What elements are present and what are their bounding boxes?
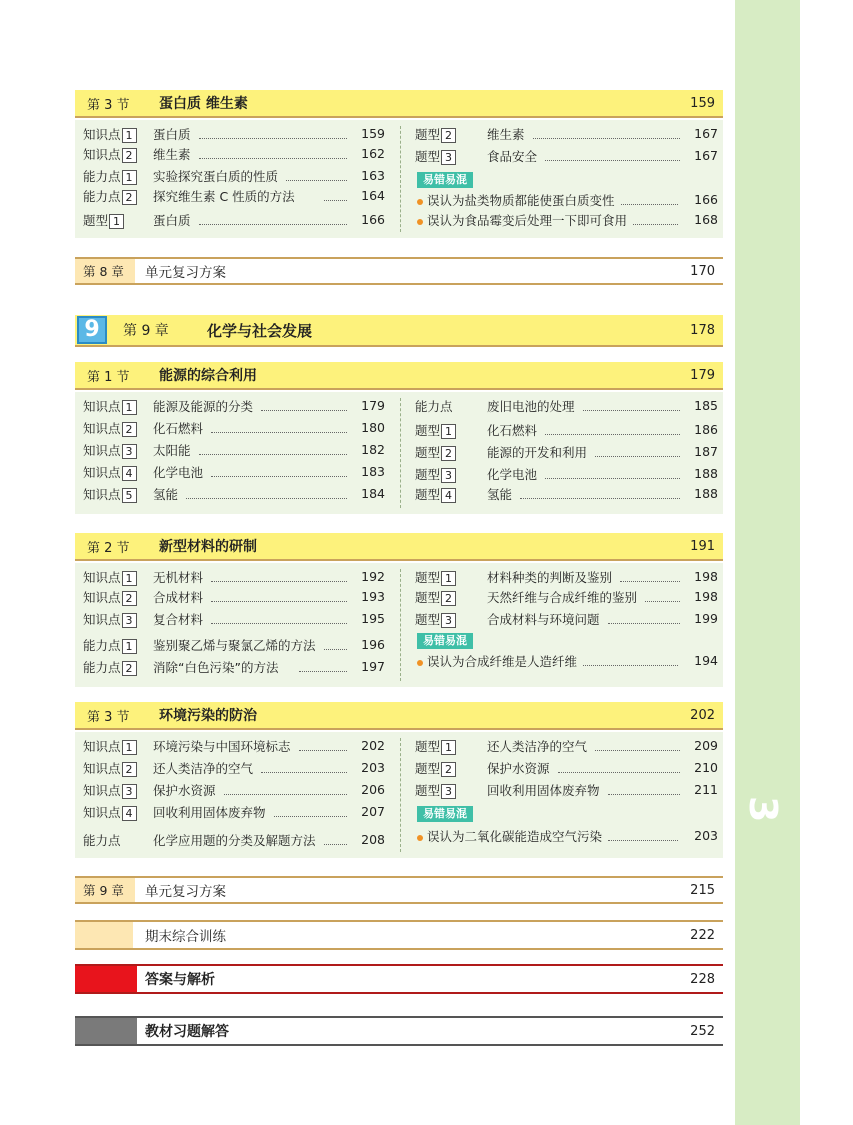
dot-leader: [211, 623, 347, 624]
entry-type: 题型: [415, 761, 441, 776]
entry-text: 实验探究蛋白质的性质: [153, 169, 279, 184]
entry-text: 材料种类的判断及鉴别: [487, 570, 613, 585]
page-number: 159: [690, 95, 715, 111]
toc-entry[interactable]: [415, 126, 458, 144]
entry-number: 3: [122, 784, 137, 799]
entry-number: 2: [122, 422, 137, 437]
answers-label-block: [75, 966, 137, 992]
dot-leader: [211, 432, 347, 433]
section-title: 新型材料的研制: [159, 539, 257, 555]
page-number: 178: [690, 322, 715, 338]
dot-leader: [545, 160, 680, 161]
bullet-icon: [417, 835, 423, 841]
toc-entry[interactable]: [83, 738, 139, 756]
entry-number: 1: [441, 571, 456, 586]
entry-text: 氢能: [153, 487, 179, 502]
dot-leader: [608, 840, 678, 841]
entry-page: 195: [361, 611, 385, 626]
dot-leader: [186, 498, 347, 499]
toc-entry[interactable]: [83, 637, 139, 655]
page-number: 179: [690, 367, 715, 383]
toc-entry[interactable]: [415, 422, 458, 440]
entry-page: 183: [361, 464, 385, 479]
section-header-9-1[interactable]: [75, 362, 723, 390]
entry-page: 167: [694, 148, 718, 163]
final-title: 期末综合训练: [145, 929, 226, 945]
page-number: 228: [690, 971, 715, 987]
error-prone-tag: 易错易混: [417, 633, 473, 649]
entry-page: 162: [361, 146, 385, 161]
entry-page: 203: [361, 760, 385, 775]
error-entry[interactable]: [417, 212, 627, 230]
error-entry[interactable]: [417, 828, 602, 846]
entry-number: 3: [441, 613, 456, 628]
entry-number: 1: [122, 170, 137, 185]
toc-entry[interactable]: [83, 611, 139, 629]
section-body-9-3: [75, 732, 723, 858]
chapter-title: 化学与社会发展: [207, 321, 313, 340]
entry-number: 1: [122, 639, 137, 654]
entry-text: 还人类洁净的空气: [487, 739, 588, 754]
entry-type: 题型: [415, 739, 441, 754]
entry-number: 1: [122, 571, 137, 586]
dot-leader: [261, 772, 347, 773]
entry-text: 能源的开发和利用: [487, 445, 588, 460]
entry-type: 能力点: [83, 169, 121, 184]
entry-type: 题型: [415, 783, 441, 798]
entry-type: 题型: [415, 445, 441, 460]
entry-text: 合成材料与环境问题: [487, 612, 600, 627]
entry-page: 182: [361, 442, 385, 457]
toc-entry[interactable]: [415, 738, 458, 756]
entry-page: 185: [694, 398, 718, 413]
section-label: 第 1 节: [75, 362, 145, 388]
entry-text: 化石燃料: [153, 421, 204, 436]
entry-number: 1: [441, 740, 456, 755]
entry-number: 2: [122, 661, 137, 676]
entry-type: 知识点: [83, 739, 121, 754]
entry-number: 4: [441, 488, 456, 503]
entry-page: 166: [694, 192, 718, 207]
toc-entry[interactable]: [415, 569, 458, 587]
toc-entry[interactable]: [83, 486, 139, 504]
entry-type: 题型: [415, 612, 441, 627]
entry-number: 2: [122, 148, 137, 163]
error-text: 误认为合成纤维是人造纤维: [427, 654, 578, 669]
chapter-label: 第 8 章: [75, 259, 135, 283]
entry-number: 2: [122, 762, 137, 777]
dot-leader: [199, 454, 348, 455]
entry-type: 能力点: [83, 833, 121, 848]
bullet-icon: [417, 660, 423, 666]
entry-text: 保护水资源: [153, 783, 216, 798]
section-header-9-3[interactable]: [75, 702, 723, 730]
toc-entry[interactable]: [83, 212, 126, 230]
entry-page: 211: [694, 782, 718, 797]
dot-leader: [520, 498, 680, 499]
toc-entry[interactable]: [83, 126, 139, 144]
page-number: 222: [690, 927, 715, 943]
entry-type: 能力点: [83, 638, 121, 653]
section-title: 能源的综合利用: [159, 368, 257, 384]
error-prone-tag: 易错易混: [417, 172, 473, 188]
entry-type: 能力点: [83, 660, 121, 675]
toc-entry[interactable]: [83, 569, 139, 587]
entry-page: 184: [361, 486, 385, 501]
entry-type: 知识点: [83, 487, 121, 502]
toc-entry[interactable]: [83, 760, 139, 778]
entry-page: 197: [361, 659, 385, 674]
entry-type: 题型: [83, 213, 109, 228]
dot-leader: [286, 180, 347, 181]
error-prone-tag: 易错易混: [417, 806, 473, 822]
entry-text: 维生素: [487, 127, 525, 142]
entry-number: 2: [441, 591, 456, 606]
entry-number: 1: [441, 424, 456, 439]
section-label: 第 2 节: [75, 533, 145, 559]
entry-page: 210: [694, 760, 718, 775]
section-body-9-2: [75, 563, 723, 687]
entry-page: 194: [694, 653, 718, 668]
entry-page: 208: [361, 832, 385, 847]
final-label-block: [75, 922, 133, 948]
dot-leader: [324, 844, 348, 845]
chapter-review-8[interactable]: [75, 257, 723, 285]
entry-page: 187: [694, 444, 718, 459]
dot-leader: [199, 158, 348, 159]
entry-text: 蛋白质: [153, 127, 191, 142]
chapter-label: 第 9 章: [75, 878, 135, 902]
entry-page: 180: [361, 420, 385, 435]
chapter-label: 第 9 章: [123, 323, 169, 339]
toc-entry[interactable]: [83, 782, 139, 800]
chapter-title: 单元复习方案: [145, 265, 226, 281]
toc-entry[interactable]: [415, 611, 458, 629]
dot-leader: [211, 476, 347, 477]
dot-leader: [211, 601, 347, 602]
entry-page: 164: [361, 188, 385, 203]
section-title: 蛋白质 维生素: [159, 96, 248, 112]
error-text: 误认为食品霉变后处理一下即可食用: [427, 213, 628, 228]
entry-number: 3: [122, 613, 137, 628]
toc-entry[interactable]: [83, 188, 139, 206]
error-text: 误认为盐类物质都能使蛋白质变性: [427, 193, 615, 208]
toc-entry[interactable]: [83, 146, 139, 164]
entry-number: 3: [441, 468, 456, 483]
entry-number: 2: [441, 128, 456, 143]
entry-text: 回收利用固体废弃物: [153, 805, 266, 820]
entry-page: 206: [361, 782, 385, 797]
toc-entry[interactable]: [415, 760, 458, 778]
section-title: 环境污染的防治: [159, 708, 257, 724]
toc-entry[interactable]: [415, 782, 458, 800]
column-divider: [400, 738, 401, 852]
entry-text: 鉴别聚乙烯与聚氯乙烯的方法: [153, 638, 316, 653]
entry-type: 知识点: [83, 421, 121, 436]
toc-entry[interactable]: [83, 832, 121, 850]
answers-section[interactable]: [75, 964, 723, 994]
entry-text: 还人类洁净的空气: [153, 761, 254, 776]
dot-leader: [621, 204, 679, 205]
dot-leader: [199, 224, 348, 225]
entry-type: 题型: [415, 570, 441, 585]
section-label: 第 3 节: [75, 90, 145, 116]
entry-type: 知识点: [83, 783, 121, 798]
dot-leader: [545, 434, 680, 435]
entry-text: 化学应用题的分类及解题方法: [153, 833, 316, 848]
column-divider: [400, 398, 401, 508]
entry-number: 4: [122, 806, 137, 821]
entry-page: 192: [361, 569, 385, 584]
toc-entry[interactable]: [415, 444, 458, 462]
dot-leader: [199, 138, 348, 139]
entry-page: 203: [694, 828, 718, 843]
toc-entry[interactable]: [415, 589, 458, 607]
bullet-icon: [417, 219, 423, 225]
chapter-number-icon: 9: [77, 316, 107, 344]
entry-type: 题型: [415, 149, 441, 164]
chapter-review-9[interactable]: [75, 876, 723, 904]
entry-type: 能力点: [83, 189, 121, 204]
entry-page: 188: [694, 466, 718, 481]
toc-entry[interactable]: [83, 659, 139, 677]
dot-leader: [608, 623, 681, 624]
entry-page: 199: [694, 611, 718, 626]
entry-text: 氢能: [487, 487, 513, 502]
page-number: 191: [690, 538, 715, 554]
dot-leader: [608, 794, 681, 795]
entry-text: 无机材料: [153, 570, 204, 585]
entry-type: 知识点: [83, 805, 121, 820]
page-number: 170: [690, 263, 715, 279]
entry-number: 3: [441, 784, 456, 799]
entry-number: 3: [441, 150, 456, 165]
entry-text: 回收利用固体废弃物: [487, 783, 600, 798]
section-header-9-2[interactable]: [75, 533, 723, 561]
entry-type: 知识点: [83, 465, 121, 480]
contents-label: CONTENTS 3: [741, 796, 845, 1033]
entry-text: 食品安全: [487, 149, 538, 164]
entry-page: 198: [694, 569, 718, 584]
entry-type: 题型: [415, 487, 441, 502]
dot-leader: [533, 138, 681, 139]
toc-entry[interactable]: [83, 589, 139, 607]
entry-type: 知识点: [83, 147, 121, 162]
entry-type: 题型: [415, 423, 441, 438]
dot-leader: [324, 200, 348, 201]
entry-type: 知识点: [83, 570, 121, 585]
entry-page: 186: [694, 422, 718, 437]
entry-page: 202: [361, 738, 385, 753]
textbook-label-block: [75, 1018, 137, 1044]
error-entry[interactable]: [417, 192, 615, 210]
entry-page: 193: [361, 589, 385, 604]
toc-entry[interactable]: [415, 398, 453, 416]
textbook-title: 教材习题解答: [145, 1024, 229, 1040]
section-body-9-1: [75, 392, 723, 514]
section-label: 第 3 节: [75, 702, 145, 728]
dot-leader: [583, 665, 678, 666]
bullet-icon: [417, 199, 423, 205]
dot-leader: [620, 581, 680, 582]
entry-text: 维生素: [153, 147, 191, 162]
dot-leader: [299, 750, 348, 751]
entry-number: 1: [109, 214, 124, 229]
entry-number: 1: [122, 128, 137, 143]
entry-number: 2: [441, 446, 456, 461]
entry-type: 知识点: [83, 443, 121, 458]
entry-page: 198: [694, 589, 718, 604]
dot-leader: [224, 794, 348, 795]
entry-text: 能源及能源的分类: [153, 399, 254, 414]
entry-type: 知识点: [83, 761, 121, 776]
entry-text: 化石燃料: [487, 423, 538, 438]
dot-leader: [545, 478, 680, 479]
entry-page: 196: [361, 637, 385, 652]
answers-title: 答案与解析: [145, 972, 215, 988]
dot-leader: [324, 649, 348, 650]
textbook-answers[interactable]: [75, 1016, 723, 1046]
entry-type: 知识点: [83, 127, 121, 142]
entry-text: 复合材料: [153, 612, 204, 627]
dot-leader: [595, 750, 680, 751]
entry-number: 3: [122, 444, 137, 459]
entry-type: 知识点: [83, 590, 121, 605]
toc-entry[interactable]: [83, 464, 139, 482]
entry-page: 168: [694, 212, 718, 227]
final-training[interactable]: [75, 920, 723, 950]
toc-entry[interactable]: [83, 420, 139, 438]
entry-type: 知识点: [83, 399, 121, 414]
toc-entry[interactable]: [415, 148, 458, 166]
section-header-8-3[interactable]: [75, 90, 723, 118]
entry-page: 159: [361, 126, 385, 141]
entry-number: 4: [122, 466, 137, 481]
entry-number: 5: [122, 488, 137, 503]
entry-text: 化学电池: [153, 465, 204, 480]
dot-leader: [595, 456, 680, 457]
entry-page: 188: [694, 486, 718, 501]
entry-page: 209: [694, 738, 718, 753]
dot-leader: [261, 410, 347, 411]
entry-page: 167: [694, 126, 718, 141]
entry-number: 1: [122, 740, 137, 755]
entry-type: 题型: [415, 127, 441, 142]
dot-leader: [299, 671, 348, 672]
dot-leader: [211, 581, 347, 582]
entry-text: 化学电池: [487, 467, 538, 482]
page-number: 202: [690, 707, 715, 723]
entry-text: 废旧电池的处理: [487, 399, 575, 414]
entry-text: 环境污染与中国环境标志: [153, 739, 291, 754]
page-number: 252: [690, 1023, 715, 1039]
entry-type: 知识点: [83, 612, 121, 627]
column-divider: [400, 126, 401, 232]
entry-text: 探究维生素 C 性质的方法: [153, 189, 295, 204]
entry-number: 2: [441, 762, 456, 777]
entry-number: 1: [122, 400, 137, 415]
toc-entry[interactable]: [415, 466, 458, 484]
entry-number: 2: [122, 591, 137, 606]
entry-number: 2: [122, 190, 137, 205]
dot-leader: [274, 816, 348, 817]
section-body-8-3: [75, 120, 723, 238]
entry-page: 207: [361, 804, 385, 819]
entry-text: 保护水资源: [487, 761, 550, 776]
chapter-header-9[interactable]: [75, 315, 723, 347]
dot-leader: [583, 410, 681, 411]
toc-entry[interactable]: [83, 804, 139, 822]
entry-text: 消除“白色污染”的方法: [153, 660, 279, 675]
entry-text: 合成材料: [153, 590, 204, 605]
chapter-title: 单元复习方案: [145, 884, 226, 900]
entry-text: 太阳能: [153, 443, 191, 458]
entry-page: 179: [361, 398, 385, 413]
error-entry[interactable]: [417, 653, 577, 671]
entry-page: 166: [361, 212, 385, 227]
page-number: 215: [690, 882, 715, 898]
toc-entry[interactable]: [83, 442, 139, 460]
toc-entry[interactable]: [83, 168, 139, 186]
entry-type: 能力点: [415, 399, 453, 414]
column-divider: [400, 569, 401, 681]
entry-type: 题型: [415, 590, 441, 605]
entry-text: 天然纤维与合成纤维的鉴别: [487, 590, 638, 605]
entry-type: 题型: [415, 467, 441, 482]
toc-entry[interactable]: [83, 398, 139, 416]
error-text: 误认为二氧化碳能造成空气污染: [427, 829, 603, 844]
toc-entry[interactable]: [415, 486, 458, 504]
entry-page: 163: [361, 168, 385, 183]
entry-text: 蛋白质: [153, 213, 191, 228]
dot-leader: [645, 601, 680, 602]
dot-leader: [633, 224, 678, 225]
dot-leader: [558, 772, 681, 773]
